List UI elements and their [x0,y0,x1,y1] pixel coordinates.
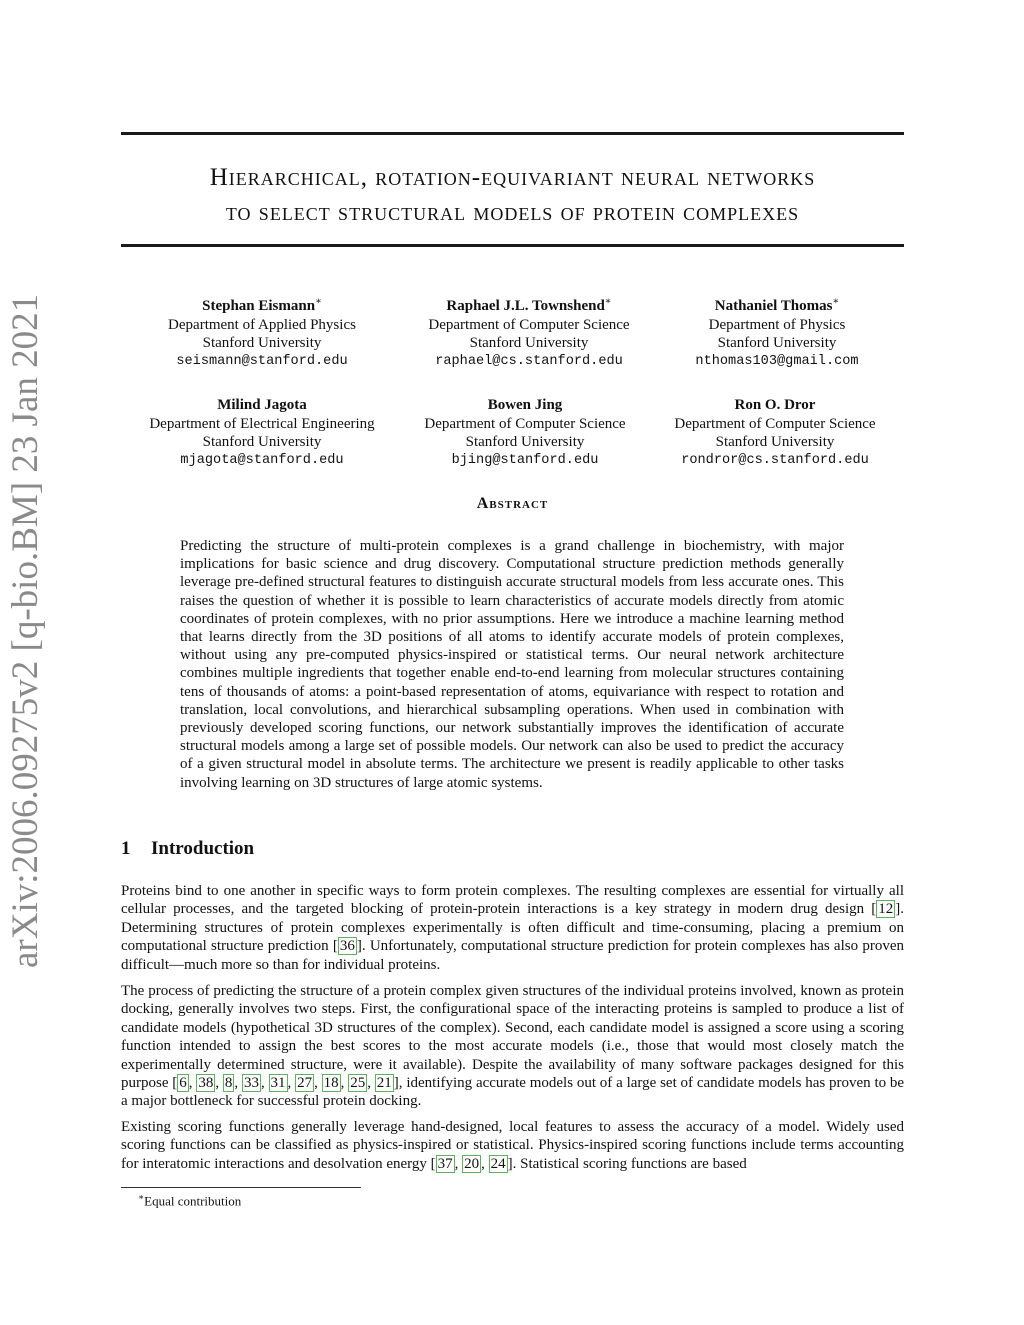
abstract-text: Predicting the structure of multi-protein complexes is a grand challenge in biochemistry, with major implications for basic science and drug discovery. Computational structure prediction methods generally leverage pre-defined structural features to distinguish accurate structural models from less accurate ones. This raises the question of whether it is possible to learn characteristics of accurate models directly from atomic coordinates of protein complexes, with no prior assumptions. Here we introduce a machine learning method that learns directly from the 3D positions of all atoms to identify accurate models of protein complexes, without using any pre-computed physics-inspired or statistical terms. Our neural network architecture combines multiple ingredients that together enable end-to-end learning from molecular structures containing tens of thousands of atoms: a point-based representation of atoms, equivariance with respect to rotation and translation, local convolutions, and hierarchical subsampling operations. When used in combination with previously developed scoring functions, our network substantially improves the identification of accurate structural models among a large set of possible models. Our network can also be used to predict the accuracy of a given structural model in absolute terms. The architecture we present is readily applicable to other tasks involving learning on 3D structures of large atomic systems. [180,538,844,791]
title-bottom-rule [121,244,904,247]
author-affiliation: Department of Physics [708,316,846,333]
section-heading [121,838,254,860]
author-institution: Stanford University [717,335,837,351]
title-top-rule [121,132,904,135]
body-paragraph: The process of predicting the structure of a protein complex given structures of the individual proteins involved, known as protein docking, generally involves two steps. First, the configurational space of the interacting proteins is sampled to produce a list of candidate models (hypothetical 3D structures of the complex). Second, each candidate model is assigned a score using a scoring function intended to assign the best scores to the most accurate models (i.e., those that would most closely match the experimentally determined structure, were it available). Despite the availability of many software packages designed for this purpose [ 6 , 38 , 8 , 33 , 31 , 27 , 18 , 25 , 21 ], identifying accurate models out of a large set of candidate models has proven to be a major bottleneck for successful protein docking. [121,983,905,1110]
body-paragraph: Proteins bind to one another in specific ways to form protein complexes. The resulting complexes are essential for virtually all cellular processes, and the targeted blocking of protein-protein interactions is a key strategy in modern drug design [ 12 ]. Determining structures of protein complexes experimentally is often difficult and time-consuming, placing a premium on computational structure prediction [ 36 ]. Unfortunately, computational structure prediction for protein complexes has also proven difficult—much more so than for individual proteins. [121,883,904,973]
author-email[interactable]: seismann@stanford.edu [176,353,348,369]
title-line-1: Hierarchical, rotation-equivariant neural networks [209,164,816,191]
author-affiliation: Department of Electrical Engineering [149,415,375,432]
author-block [647,293,907,371]
citation-link[interactable]: 18 [323,1075,339,1092]
author-block [645,396,905,470]
section-title: Introduction [151,838,255,859]
abstract-heading: Abstract [476,495,549,512]
body-paragraph: Existing scoring functions generally leverage hand-designed, local features to assess the accuracy of a model. Widely used scoring functions can be classified as physics-inspired or statistical. Physics-inspired scoring functions include terms accounting for interatomic interactions and desolvation energy [ 37 , 20 , 24 ]. Statistical scoring functions are based [121,1119,904,1172]
author-email[interactable]: nthomas103@gmail.com [695,353,859,369]
citation-link[interactable]: 38 [198,1075,214,1092]
citation-link[interactable]: 37 [437,1155,453,1172]
author-affiliation: Department of Computer Science [424,415,626,432]
author-affiliation: Department of Computer Science [428,316,630,333]
author-name: Milind Jagota [217,397,307,413]
footnote-rule [121,1187,361,1188]
author-name: Ron O. Dror [734,397,816,413]
arxiv-identifier: arXiv:2006.09275v2 [q-bio.BM] 23 Jan 2021 [5,293,46,968]
author-email[interactable]: raphael@cs.stanford.edu [435,353,623,369]
citation-link[interactable]: 6 [179,1075,187,1092]
author-institution: Stanford University [202,335,322,351]
author-affiliation: Department of Applied Physics [168,316,356,333]
citation-link[interactable]: 12 [878,901,894,918]
author-block [399,293,659,371]
citation-link[interactable]: 27 [297,1075,313,1092]
citation-link[interactable]: 21 [376,1075,392,1092]
author-name: Stephan Eismann∗ [202,296,322,314]
title-line-2: to select structural models of protein complexes [225,199,800,226]
author-block [395,396,655,470]
citation-link[interactable]: 33 [243,1075,259,1092]
citation-link[interactable]: 24 [490,1155,506,1172]
author-institution: Stanford University [715,434,835,450]
citation-link[interactable]: 25 [350,1075,366,1092]
author-email[interactable]: rondror@cs.stanford.edu [681,452,869,468]
section-number: 1 [121,838,131,859]
footnote: ∗Equal contribution [138,1192,242,1209]
author-affiliation: Department of Computer Science [674,415,876,432]
author-name: Bowen Jing [487,397,563,413]
author-email[interactable]: mjagota@stanford.edu [180,452,344,468]
author-name: Nathaniel Thomas∗ [714,296,840,314]
author-email[interactable]: bjing@stanford.edu [451,452,599,468]
citation-link[interactable]: 8 [224,1075,233,1092]
author-institution: Stanford University [469,335,589,351]
citation-link[interactable]: 36 [339,938,355,955]
author-name: Raphael J.L. Townshend∗ [446,296,612,314]
paper-title [121,160,904,230]
citation-link[interactable]: 31 [270,1075,286,1092]
citation-link[interactable]: 20 [464,1155,480,1172]
author-block [132,396,392,470]
author-block [132,293,392,371]
author-institution: Stanford University [465,434,585,450]
author-institution: Stanford University [202,434,322,450]
